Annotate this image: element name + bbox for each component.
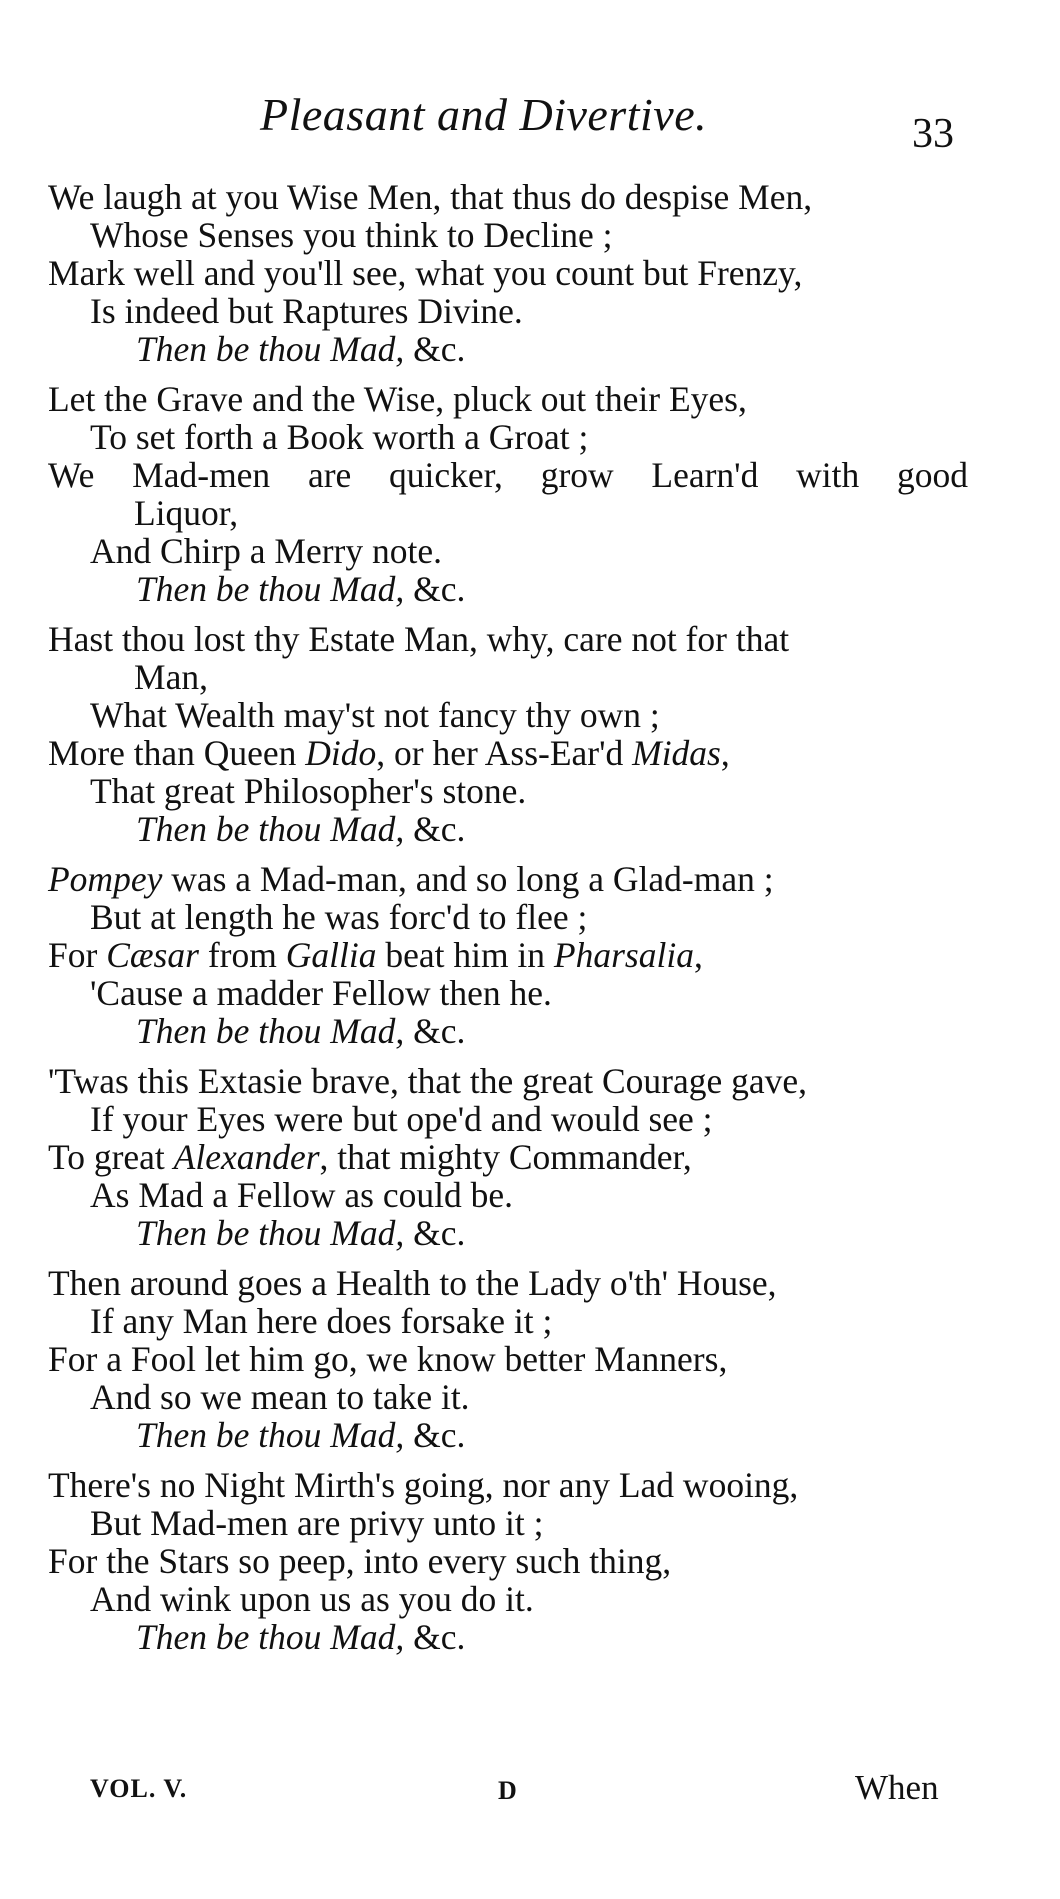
verse-word: with: [796, 455, 860, 495]
verse-line: As Mad a Fellow as could be.: [90, 1175, 513, 1215]
refrain-etc: &c.: [413, 1011, 466, 1051]
verse-line: That great Philosopher's stone.: [90, 771, 527, 811]
verse-line: If your Eyes were but ope'd and would see ;: [90, 1099, 713, 1139]
refrain-text: Then be thou Mad,: [136, 569, 405, 609]
verse-line: And wink upon us as you do it.: [90, 1579, 534, 1619]
refrain-line: [48, 570, 968, 608]
verse-line: Then around goes a Health to the Lady o'th' House,: [48, 1263, 777, 1303]
proper-name: Gallia: [285, 935, 377, 975]
verse-word: are: [307, 455, 352, 495]
proper-name: Dido: [305, 733, 377, 773]
proper-name: Pompey: [48, 859, 163, 899]
volume-mark: VOL. V.: [90, 1774, 188, 1803]
verse-line-continuation: Man,: [134, 657, 208, 697]
verse-line: 'Cause a madder Fellow then he.: [90, 973, 552, 1013]
refrain-line: [48, 1618, 968, 1656]
refrain-text: Then be thou Mad,: [136, 1011, 405, 1051]
stanza-6: [48, 1264, 968, 1454]
page-footer: [0, 1768, 1060, 1818]
refrain-etc: &c.: [413, 1415, 466, 1455]
verse-word: good: [896, 455, 968, 495]
verse-text: from: [198, 935, 286, 975]
verse-line: [48, 860, 968, 898]
refrain-text: Then be thou Mad,: [136, 809, 405, 849]
verse-line: For the Stars so peep, into every such thing,: [48, 1541, 672, 1581]
verse-word: quicker,: [389, 455, 503, 495]
verse-word: We: [48, 455, 95, 495]
page-header: [0, 88, 1060, 158]
verse-line-continuation: Liquor,: [134, 493, 239, 533]
verse-text: To great: [48, 1137, 174, 1177]
verse-line: To set forth a Book worth a Groat ;: [90, 417, 589, 457]
proper-name: Midas: [632, 733, 721, 773]
verse-line: If any Man here does forsake it ;: [90, 1301, 553, 1341]
verse-text: , that mighty Commander,: [319, 1137, 692, 1177]
proper-name: Pharsalia: [553, 935, 694, 975]
signature-mark: D: [498, 1776, 517, 1805]
verse-text: ,: [720, 733, 730, 773]
verse-text: For: [48, 935, 107, 975]
refrain-etc: &c.: [413, 809, 466, 849]
verse-line: But Mad-men are privy unto it ;: [90, 1503, 544, 1543]
proper-name: Cæsar: [106, 935, 199, 975]
refrain-line: [48, 1416, 968, 1454]
verse-line: We laugh at you Wise Men, that thus do despise Men,: [48, 177, 813, 217]
verse-text: , or her Ass-Ear'd: [376, 733, 633, 773]
refrain-text: Then be thou Mad,: [136, 1617, 405, 1657]
refrain-line: [48, 810, 968, 848]
refrain-line: [48, 1214, 968, 1252]
refrain-etc: &c.: [413, 1617, 466, 1657]
refrain-text: Then be thou Mad,: [136, 329, 405, 369]
verse-line: And so we mean to take it.: [90, 1377, 470, 1417]
verse-text: More than Queen: [48, 733, 306, 773]
verse-word: Learn'd: [651, 455, 759, 495]
poem-body: [48, 178, 968, 1668]
verse-line: There's no Night Mirth's going, nor any Lad wooing,: [48, 1465, 799, 1505]
verse-line: And Chirp a Merry note.: [90, 531, 442, 571]
refrain-etc: &c.: [413, 329, 466, 369]
verse-line: 'Twas this Extasie brave, that the great Courage gave,: [48, 1061, 808, 1101]
stanza-5: [48, 1062, 968, 1252]
refrain-line: [48, 1012, 968, 1050]
verse-text: ,: [693, 935, 703, 975]
verse-line: Let the Grave and the Wise, pluck out their Eyes,: [48, 379, 747, 419]
proper-name: Alexander: [173, 1137, 320, 1177]
stanza-2: [48, 380, 968, 608]
verse-word: grow: [540, 455, 614, 495]
verse-line: [48, 734, 968, 772]
verse-line-justified: [48, 456, 968, 494]
refrain-etc: &c.: [413, 1213, 466, 1253]
running-title: Pleasant and Divertive.: [260, 89, 708, 140]
page-number: 33: [912, 111, 954, 157]
verse-line: What Wealth may'st not fancy thy own ;: [90, 695, 660, 735]
catchword: When: [855, 1768, 939, 1807]
verse-text: was a Mad-man, and so long a Glad-man ;: [162, 859, 774, 899]
stanza-4: [48, 860, 968, 1050]
verse-line: Mark well and you'll see, what you count but Frenzy,: [48, 253, 803, 293]
refrain-etc: &c.: [413, 569, 466, 609]
refrain-text: Then be thou Mad,: [136, 1213, 405, 1253]
verse-line: Is indeed but Raptures Divine.: [90, 291, 523, 331]
stanza-7: [48, 1466, 968, 1656]
verse-line: Hast thou lost thy Estate Man, why, care not for that: [48, 619, 790, 659]
verse-text: beat him in: [376, 935, 554, 975]
verse-line: But at length he was forc'd to flee ;: [90, 897, 588, 937]
verse-line: [48, 1138, 968, 1176]
refrain-text: Then be thou Mad,: [136, 1415, 405, 1455]
verse-line: Whose Senses you think to Decline ;: [90, 215, 613, 255]
verse-line: [48, 936, 968, 974]
verse-line: For a Fool let him go, we know better Manners,: [48, 1339, 728, 1379]
refrain-line: [48, 330, 968, 368]
verse-word: Mad-men: [132, 455, 271, 495]
stanza-1: [48, 178, 968, 368]
stanza-3: [48, 620, 968, 848]
